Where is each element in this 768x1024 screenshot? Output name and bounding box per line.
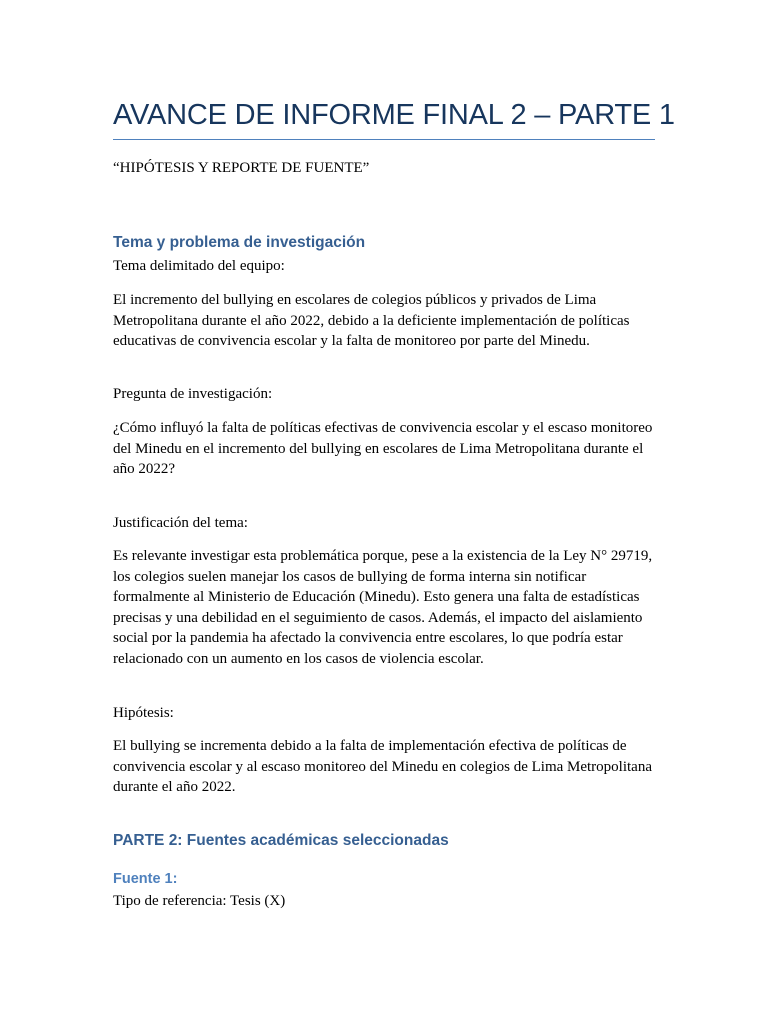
document-subtitle: “HIPÓTESIS Y REPORTE DE FUENTE” xyxy=(113,160,370,176)
label-tipo-referencia: Tipo de referencia: Tesis (X) xyxy=(113,893,286,909)
document-title: AVANCE DE INFORME FINAL 2 – PARTE 1 xyxy=(113,99,675,131)
paragraph-tema: El incremento del bullying en escolares de colegios públicos y privados de Lima Metropolitana durante el año 2022, debido a la deficiente implementación de políticas educativas de convivencia escolar y la falta de monitoreo por parte del Minedu. xyxy=(113,292,630,349)
heading-fuente-1: Fuente 1: xyxy=(113,871,178,887)
label-justificacion: Justificación del tema: xyxy=(113,515,248,531)
heading-parte-2: PARTE 2: Fuentes académicas seleccionadas xyxy=(113,832,449,849)
paragraph-pregunta: ¿Cómo influyó la falta de políticas efectivas de convivencia escolar y el escaso monitoreo del Minedu en el incremento del bullying en escolares de Lima Metropolitana durante el año 2022? xyxy=(113,420,653,477)
paragraph-hipotesis: El bullying se incrementa debido a la falta de implementación efectiva de políticas de convivencia escolar y al escaso monitoreo del Minedu en colegios de Lima Metropolitana durante el año 2022. xyxy=(113,738,652,795)
paragraph-justificacion: Es relevante investigar esta problemática porque, pese a la existencia de la Ley N° 29719, los colegios suelen manejar los casos de bullying de forma interna sin notificar formalmente al Ministerio de Educación (Minedu). Esto genera una falta de estadísticas precisas y una debilidad en el seguimiento de casos. Además, el impacto del aislamiento social por la pandemia ha afectado la convivencia entre escolares, lo que podría estar relacionado con un aumento en los casos de violencia escolar. xyxy=(113,548,653,667)
heading-tema: Tema y problema de investigación xyxy=(113,234,366,251)
title-underline xyxy=(113,139,655,140)
label-pregunta: Pregunta de investigación: xyxy=(113,386,273,402)
label-tema-delimitado: Tema delimitado del equipo: xyxy=(113,258,285,274)
label-hipotesis: Hipótesis: xyxy=(113,705,174,721)
